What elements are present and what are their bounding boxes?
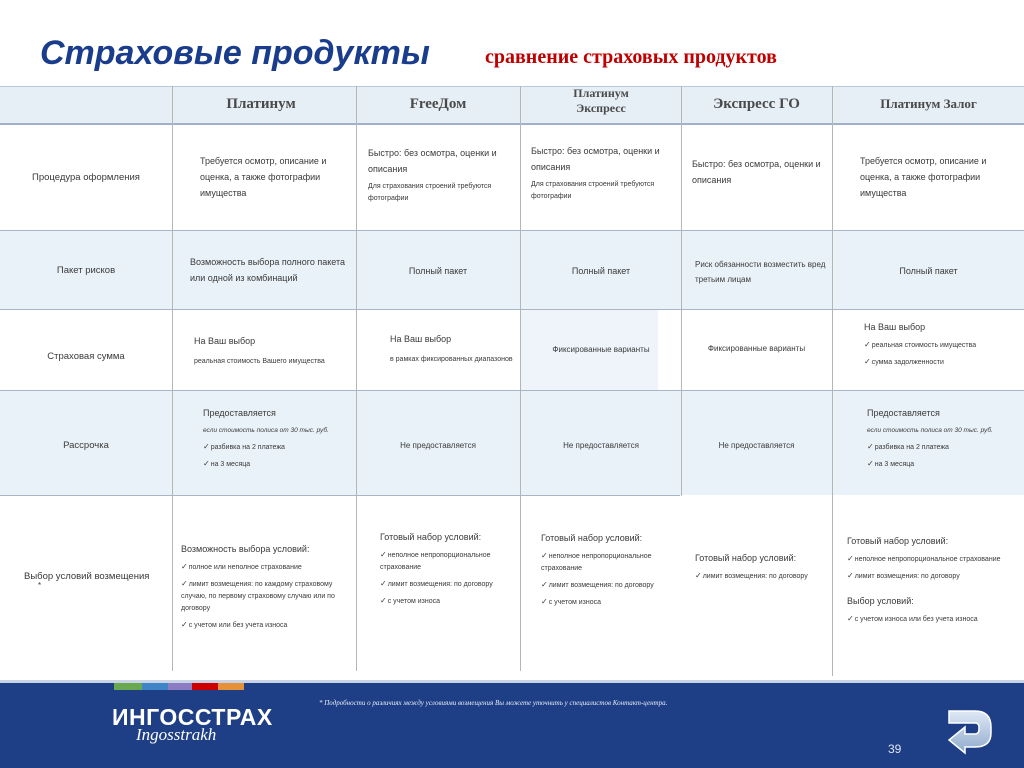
column-divider [832,86,833,676]
cell-installment-expressgo: Не предоставляется [718,441,795,450]
cell-risks-platinum: Возможность выбора полного пакета или одной из комбинаций [190,257,346,283]
company-logo [112,704,273,745]
cell-text: Быстро: без осмотра, оценки и описания [531,146,660,172]
column-header-platinum-express [521,86,681,116]
column-header-line: Экспресс [576,101,626,115]
cell-sum-expressgo: Фиксированные варианты [707,344,806,353]
column-divider [681,86,682,496]
column-header-platinum-zalog: Платинум Залог [880,96,977,111]
cell-title: Готовый набор условий: [847,536,949,546]
cell-check-item: ✓ реальная стоимость имущества [864,339,1024,352]
row-divider [0,390,1024,391]
cell-check-item: ✓ неполное непропорциональное страхование [541,550,677,575]
row-label-risks: Пакет рисков [56,265,116,276]
cell-risks-pexpress: Полный пакет [571,266,631,276]
cell-title: Предоставляется [867,408,940,418]
row-label-text: Выбор условий возмещения [24,571,150,582]
color-bar-segment [142,683,168,690]
cell-check-item: ✓ полное или неполное страхование [181,561,353,574]
page-subtitle: сравнение страховых продуктов [485,46,777,68]
cell-title: Готовый набор условий: [695,553,797,563]
cell-check-item: ✓ с учетом износа [380,595,516,608]
return-arrow-icon[interactable] [945,707,997,755]
logo-script: Ingosstrakh [136,725,217,744]
cell-check-item: ✓ лимит возмещения: по договору [847,570,1024,583]
row-label-procedure: Процедура оформления [32,172,140,183]
cell-check-item: ✓ сумма задолженности [864,356,1024,369]
column-header-express-go: Экспресс ГО [713,96,800,112]
cell-check-item: ✓ разбивка на 2 платежа [203,441,353,454]
column-divider [356,86,357,671]
row-divider [0,230,1024,231]
cell-title: На Ваш выбор [194,336,256,346]
cell-title: Готовый набор условий: [541,533,643,543]
page-number: 39 [888,742,902,756]
cell-risks-pzalog: Полный пакет [899,266,958,276]
cell-check-item: ✓ с учетом износа или без учета износа [847,613,1024,626]
cell-risks-expressgo: Риск обязанности возместить вред третьим лицам [695,260,826,284]
cell-check-item: ✓ неполное непропорциональное страхование [380,549,516,574]
cell-note: реальная стоимость Вашего имущества [194,358,325,365]
row-label-sum: Страховая сумма [47,351,125,362]
cell-check-item: ✓ разбивка на 2 платежа [867,441,1024,454]
logo-text: ИНГОССТРАХ [112,704,273,730]
column-header-line: Платинум [573,86,629,100]
cell-procedure-freedom [368,145,516,205]
cell-title: На Ваш выбор [864,322,926,332]
cell-check-item: ✓ лимит возмещения: по договору [695,570,829,583]
cell-installment-pzalog [867,405,1024,471]
cell-procedure-pzalog: Требуется осмотр, описание и оценка, а также фотографии имущества [860,156,987,198]
cell-title: Предоставляется [203,408,276,418]
cell-note: Для страхования строений требуются фотографии [368,183,492,202]
cell-check-item: ✓ лимит возмещения: по договору [380,578,516,591]
column-divider [520,86,521,671]
cell-title: Готовый набор условий: [380,532,482,542]
page-title: Страховые продукты [40,34,430,72]
column-divider [172,86,173,671]
table-header-divider [0,123,1024,125]
cell-check-item: ✓ лимит возмещения: по договору [541,579,677,592]
footnote: * Подробности о различиях между условиями возмещения Вы можете уточнить у специалистов Контакт-центра. [319,699,668,707]
cell-text: Быстро: без осмотра, оценки и описания [368,148,497,174]
cell-note: в рамках фиксированных диапазонов [390,356,513,363]
cell-installment-platinum [203,405,353,471]
color-bar-segment [218,683,244,690]
column-header-platinum: Платинум [226,96,296,112]
cell-risks-freedom: Полный пакет [408,266,468,276]
cell-check-item: ✓ с учетом или без учета износа [181,619,353,632]
cell-procedure-platinum: Требуется осмотр, описание и оценка, а также фотографии имущества [200,156,327,198]
cell-compensation-freedom [380,529,516,608]
column-header-freedom: FreeДом [409,96,467,112]
cell-title: Возможность выбора условий: [181,544,310,554]
cell-compensation-pzalog [847,533,1024,626]
cell-title: Выбор условий: [847,596,914,606]
row-label-mark: * [38,581,42,590]
cell-check-item: ✓ на 3 месяца [867,458,1024,471]
cell-compensation-pexpress [541,530,677,609]
cell-compensation-expressgo [695,550,829,583]
cell-check-item: ✓ на 3 месяца [203,458,353,471]
cell-note: Для страхования строений требуются фотографии [531,181,655,200]
cell-note: если стоимость полиса от 30 тыс. руб. [867,427,993,434]
row-label-installment: Рассрочка [63,440,109,451]
cell-compensation-platinum [181,541,353,632]
row-divider [0,495,680,496]
cell-sum-pexpress: Фиксированные варианты [552,345,650,354]
cell-sum-pzalog [864,319,1024,369]
color-bar-segment [168,683,192,690]
cell-procedure-pexpress [531,143,677,203]
cell-sum-platinum [194,333,354,368]
cell-procedure-expressgo: Быстро: без осмотра, оценки и описания [692,159,821,185]
cell-check-item: ✓ неполное непропорциональное страхование [847,553,1024,566]
color-bar-segment [114,683,142,690]
color-bar-segment [192,683,218,690]
cell-installment-freedom: Не предоставляется [400,441,476,450]
row-divider [0,309,1024,310]
cell-installment-pexpress: Не предоставляется [563,441,639,450]
cell-check-item: ✓ лимит возмещения: по каждому страховому случаю, по первому страховому случаю или по договору [181,578,353,615]
cell-title: На Ваш выбор [390,334,452,344]
cell-note: если стоимость полиса от 30 тыс. руб. [203,427,329,434]
row-label-compensation [24,571,164,590]
cell-check-item: ✓ с учетом износа [541,596,677,609]
cell-sum-freedom [390,331,516,366]
